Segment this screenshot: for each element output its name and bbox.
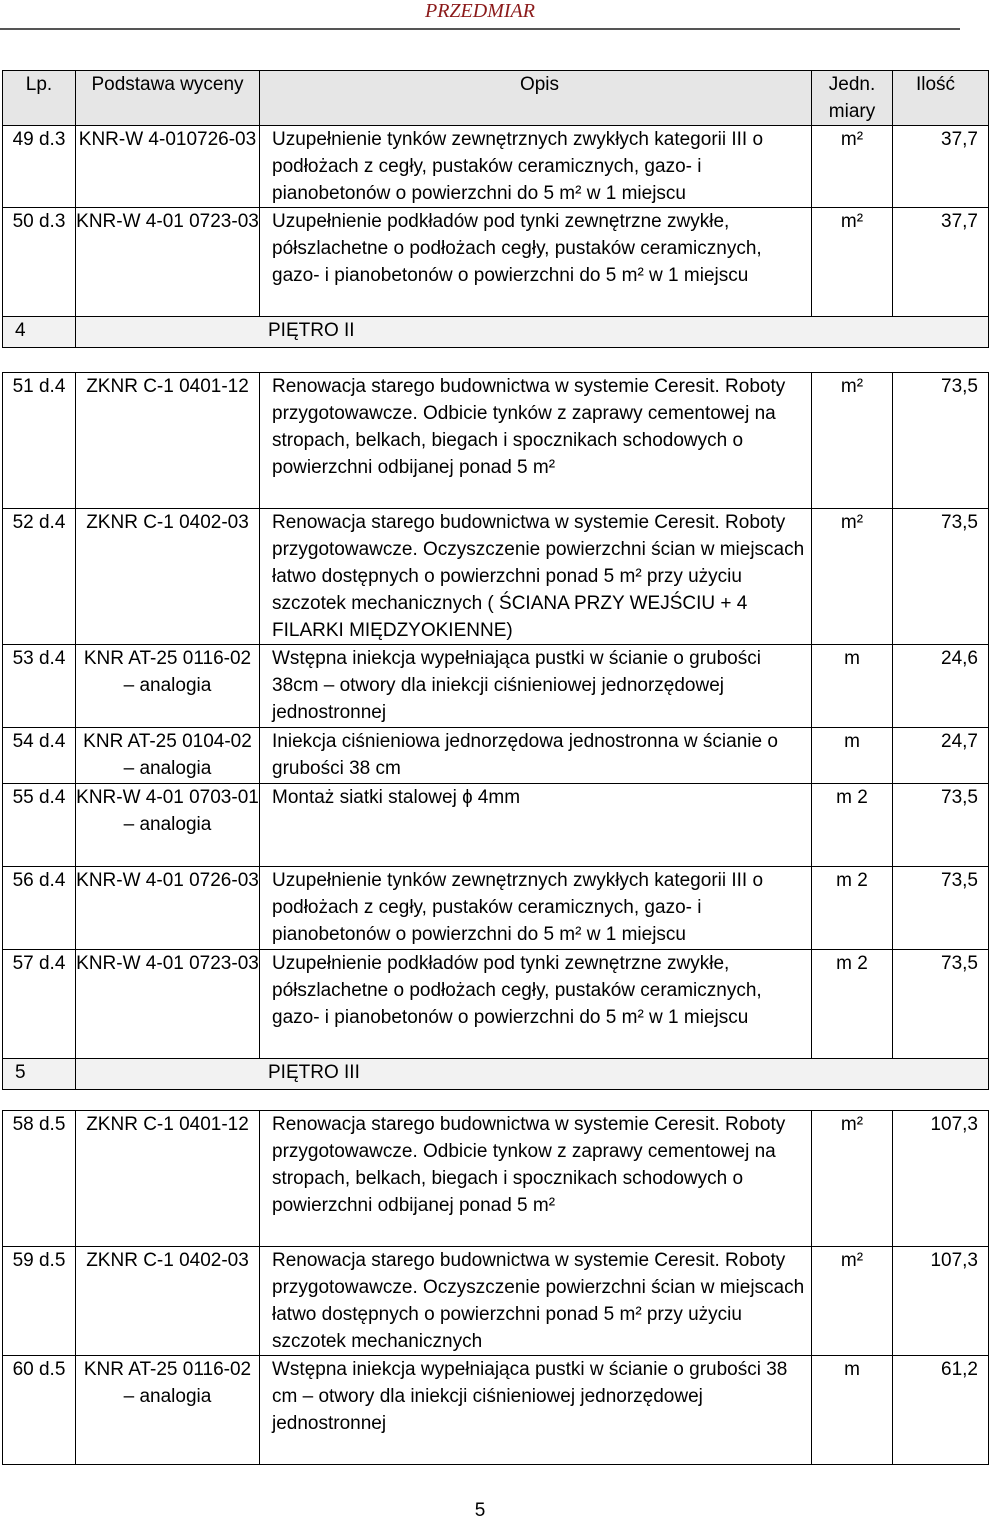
section-title: PIĘTRO III xyxy=(76,1059,989,1090)
table-row xyxy=(3,1247,989,1356)
row-lp: 59 d.5 xyxy=(3,1247,76,1356)
table-row xyxy=(3,509,989,645)
row-podstawa: ZKNR C-1 0401-12 xyxy=(76,373,260,509)
row-jedn: m xyxy=(812,728,893,784)
row-lp: 50 d.3 xyxy=(3,208,76,317)
table-row xyxy=(3,645,989,728)
header-opis: Opis xyxy=(260,71,812,126)
row-opis: Renowacja starego budownictwa w systemie Ceresit. Roboty przygotowawcze. Oczyszczenie powierzchni ścian w miejscach łatwo dostępnych o powierzchni ponad 5 m² przy użyciu szczotek mechanicznych ( ŚCIANA PRZY WEJŚCIU + 4 FILARKI MIĘDZYOKIENNE) xyxy=(260,509,812,645)
row-ilosc: 73,5 xyxy=(893,373,989,509)
row-ilosc: 73,5 xyxy=(893,509,989,645)
row-ilosc: 107,3 xyxy=(893,1247,989,1356)
row-podstawa: KNR AT-25 0116-02 – analogia xyxy=(76,1356,260,1465)
row-opis: Uzupełnienie podkładów pod tynki zewnętrzne zwykłe, półszlachetne o podłożach cegły, pustaków ceramicznych, gazo- i pianobetonów o powierzchni do 5 m² w 1 miejscu xyxy=(260,950,812,1059)
section-header-row xyxy=(3,1059,989,1090)
row-podstawa: ZKNR C-1 0402-03 xyxy=(76,1247,260,1356)
row-ilosc: 37,7 xyxy=(893,126,989,208)
header-jedn: Jedn. miary xyxy=(812,71,893,126)
row-jedn: m 2 xyxy=(812,784,893,867)
row-opis: Renowacja starego budownictwa w systemie Ceresit. Roboty przygotowawcze. Odbicie tynkow z zaprawy cementowej na stropach, belkach, biegach i spocznikach schodowych o powierzchni odbijanej ponad 5 m² xyxy=(260,1111,812,1247)
row-opis: Wstępna iniekcja wypełniająca pustki w ścianie o grubości 38 cm – otwory dla iniekcji ciśnieniowej jednorzędowej jednostronnej xyxy=(260,1356,812,1465)
row-opis: Renowacja starego budownictwa w systemie Ceresit. Roboty przygotowawcze. Oczyszczenie powierzchni ścian w miejscach łatwo dostępnych o powierzchni ponad 5 m² przy użyciu szczotek mechanicznych xyxy=(260,1247,812,1356)
row-jedn: m 2 xyxy=(812,867,893,950)
estimate-table-block-3 xyxy=(2,1110,989,1465)
row-ilosc: 73,5 xyxy=(893,784,989,867)
row-lp: 56 d.4 xyxy=(3,867,76,950)
document-title: PRZEDMIAR xyxy=(425,0,535,22)
row-podstawa: KNR-W 4-01 0723-03 xyxy=(76,950,260,1059)
row-jedn: m² xyxy=(812,1111,893,1247)
row-podstawa: KNR-W 4-01 0723-03 xyxy=(76,208,260,317)
table-row xyxy=(3,126,989,208)
row-lp: 57 d.4 xyxy=(3,950,76,1059)
row-jedn: m² xyxy=(812,208,893,317)
header-lp: Lp. xyxy=(3,71,76,126)
estimate-table-block-2 xyxy=(2,372,989,1090)
table-row xyxy=(3,373,989,509)
row-ilosc: 24,6 xyxy=(893,645,989,728)
row-lp: 60 d.5 xyxy=(3,1356,76,1465)
row-lp: 58 d.5 xyxy=(3,1111,76,1247)
row-opis: Renowacja starego budownictwa w systemie Ceresit. Roboty przygotowawcze. Odbicie tynków z zaprawy cementowej na stropach, belkach, biegach i spocznikach schodowych o powierzchni odbijanej ponad 5 m² xyxy=(260,373,812,509)
row-jedn: m xyxy=(812,645,893,728)
row-podstawa: KNR-W 4-01 0726-03 xyxy=(76,867,260,950)
header-podstawa: Podstawa wyceny xyxy=(76,71,260,126)
table-row xyxy=(3,728,989,784)
table-row xyxy=(3,1111,989,1247)
row-lp: 51 d.4 xyxy=(3,373,76,509)
row-podstawa: KNR AT-25 0116-02 – analogia xyxy=(76,645,260,728)
row-ilosc: 24,7 xyxy=(893,728,989,784)
row-ilosc: 73,5 xyxy=(893,867,989,950)
row-opis: Wstępna iniekcja wypełniająca pustki w ścianie o grubości 38cm – otwory dla iniekcji ciśnieniowej jednorzędowej jednostronnej xyxy=(260,645,812,728)
section-title: PIĘTRO II xyxy=(76,317,989,348)
row-ilosc: 37,7 xyxy=(893,208,989,317)
row-opis: Uzupełnienie tynków zewnętrznych zwykłych kategorii III o podłożach z cegły, pustaków ceramicznych, gazo- i pianobetonów o powierzchni do 5 m² w 1 miejscu xyxy=(260,867,812,950)
table-row xyxy=(3,1356,989,1465)
row-podstawa: ZKNR C-1 0402-03 xyxy=(76,509,260,645)
table-row xyxy=(3,950,989,1059)
table-row xyxy=(3,867,989,950)
row-podstawa: KNR-W 4-010726-03 xyxy=(76,126,260,208)
row-ilosc: 107,3 xyxy=(893,1111,989,1247)
row-lp: 55 d.4 xyxy=(3,784,76,867)
estimate-table-block-1 xyxy=(2,70,989,348)
row-opis: Montaż siatki stalowej ɸ 4mm xyxy=(260,784,812,867)
row-opis: Uzupełnienie tynków zewnętrznych zwykłych kategorii III o podłożach z cegły, pustaków ceramicznych, gazo- i pianobetonów o powierzchni do 5 m² w 1 miejscu xyxy=(260,126,812,208)
page-number: 5 xyxy=(474,1500,486,1521)
table-row xyxy=(3,784,989,867)
row-jedn: m xyxy=(812,1356,893,1465)
row-jedn: m² xyxy=(812,509,893,645)
row-podstawa: KNR-W 4-01 0703-01 – analogia xyxy=(76,784,260,867)
row-ilosc: 61,2 xyxy=(893,1356,989,1465)
row-ilosc: 73,5 xyxy=(893,950,989,1059)
header-ilosc: Ilość xyxy=(893,71,989,126)
row-podstawa: ZKNR C-1 0401-12 xyxy=(76,1111,260,1247)
row-lp: 53 d.4 xyxy=(3,645,76,728)
table-row xyxy=(3,208,989,317)
row-podstawa: KNR AT-25 0104-02 – analogia xyxy=(76,728,260,784)
row-lp: 52 d.4 xyxy=(3,509,76,645)
row-lp: 54 d.4 xyxy=(3,728,76,784)
table-header-row xyxy=(3,71,989,126)
section-number: 4 xyxy=(3,317,76,348)
row-opis: Iniekcja ciśnieniowa jednorzędowa jednostronna w ścianie o grubości 38 cm xyxy=(260,728,812,784)
section-header-row xyxy=(3,317,989,348)
row-jedn: m 2 xyxy=(812,950,893,1059)
row-lp: 49 d.3 xyxy=(3,126,76,208)
section-number: 5 xyxy=(3,1059,76,1090)
header-divider xyxy=(0,28,960,30)
row-jedn: m² xyxy=(812,126,893,208)
row-opis: Uzupełnienie podkładów pod tynki zewnętrzne zwykłe, półszlachetne o podłożach cegły, pustaków ceramicznych, gazo- i pianobetonów o powierzchni do 5 m² w 1 miejscu xyxy=(260,208,812,317)
row-jedn: m² xyxy=(812,1247,893,1356)
row-jedn: m² xyxy=(812,373,893,509)
